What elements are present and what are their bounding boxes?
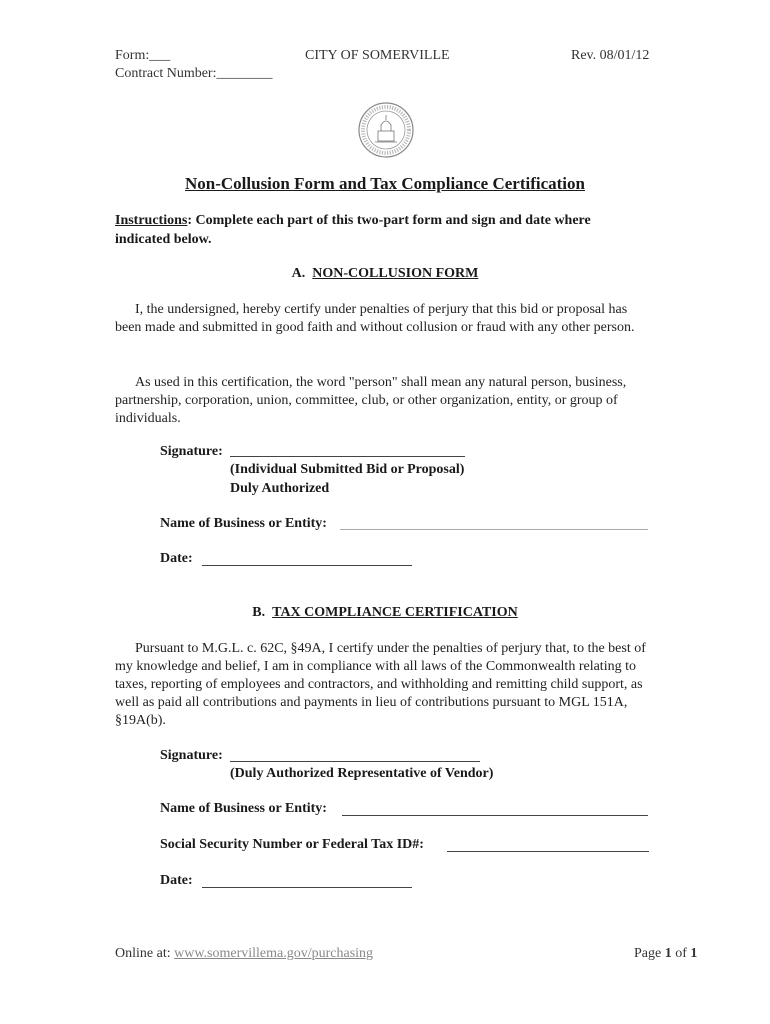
- section-b-signature-label: Signature:: [160, 748, 223, 763]
- page-number: Page 1 of 1: [634, 946, 698, 961]
- section-b-tax-id-line[interactable]: [447, 851, 649, 852]
- section-a-paragraph-1: I, the undersigned, hereby certify under penalties of perjury that this bid or proposal has been made and submitted in good faith and without collusion or fraud with any other person.: [115, 302, 635, 335]
- contract-number-label: Contract Number:________: [115, 66, 273, 81]
- section-b-business-line[interactable]: [342, 815, 648, 816]
- section-a-signature-line[interactable]: [230, 456, 465, 457]
- section-a-business-line[interactable]: [340, 529, 648, 530]
- city-seal-icon: [357, 101, 415, 159]
- section-a-business-label: Name of Business or Entity:: [160, 516, 327, 531]
- section-b-business-label: Name of Business or Entity:: [160, 801, 327, 816]
- section-b-heading: B. TAX COMPLIANCE CERTIFICATION: [252, 605, 518, 620]
- section-b-date-label: Date:: [160, 873, 193, 888]
- instructions-label: Instructions: [115, 213, 188, 228]
- section-a-signature-label: Signature:: [160, 444, 223, 459]
- section-a-paragraph-2: As used in this certification, the word "person" shall mean any natural person, business, partnership, corporation, union, committee, club, or other organization, entity, or group of individuals.: [115, 375, 627, 426]
- section-a-signature-note-2: Duly Authorized: [230, 481, 330, 496]
- city-name: CITY OF SOMERVILLE: [305, 48, 450, 63]
- page-title: Non-Collusion Form and Tax Compliance Certification: [185, 174, 585, 193]
- revision-date: Rev. 08/01/12: [571, 48, 650, 63]
- instructions-line2: indicated below.: [115, 232, 212, 247]
- purchasing-link[interactable]: www.somervillema.gov/purchasing: [174, 946, 374, 961]
- footer-online: Online at: www.somervillema.gov/purchasing: [115, 946, 374, 961]
- section-b-signature-line[interactable]: [230, 761, 480, 762]
- section-a-signature-note-1: (Individual Submitted Bid or Proposal): [230, 462, 465, 477]
- section-a-date-line[interactable]: [202, 565, 412, 566]
- section-b-signature-note: (Duly Authorized Representative of Vendor): [230, 766, 494, 781]
- section-a-heading: A. NON-COLLUSION FORM: [291, 266, 479, 281]
- section-b-tax-id-label: Social Security Number or Federal Tax ID#:: [160, 837, 424, 852]
- form-number-label: Form:___: [115, 48, 171, 63]
- instructions-line1: Instructions: Complete each part of this two-part form and sign and date where: [115, 213, 591, 228]
- form-number-blank[interactable]: ___: [149, 48, 171, 63]
- section-b-paragraph: Pursuant to M.G.L. c. 62C, §49A, I certify under the penalties of perjury that, to the best of my knowledge and belief, I am in compliance with all laws of the Commonwealth relating to taxes, reporting of employees and contractors, and withholding and remitting child support, as well as paid all contributions and payments in lieu of contributions pursuant to MGL 151A, §19A(b).: [115, 641, 646, 728]
- section-a-date-label: Date:: [160, 551, 193, 566]
- section-b-date-line[interactable]: [202, 887, 412, 888]
- contract-number-blank[interactable]: ________: [216, 66, 273, 81]
